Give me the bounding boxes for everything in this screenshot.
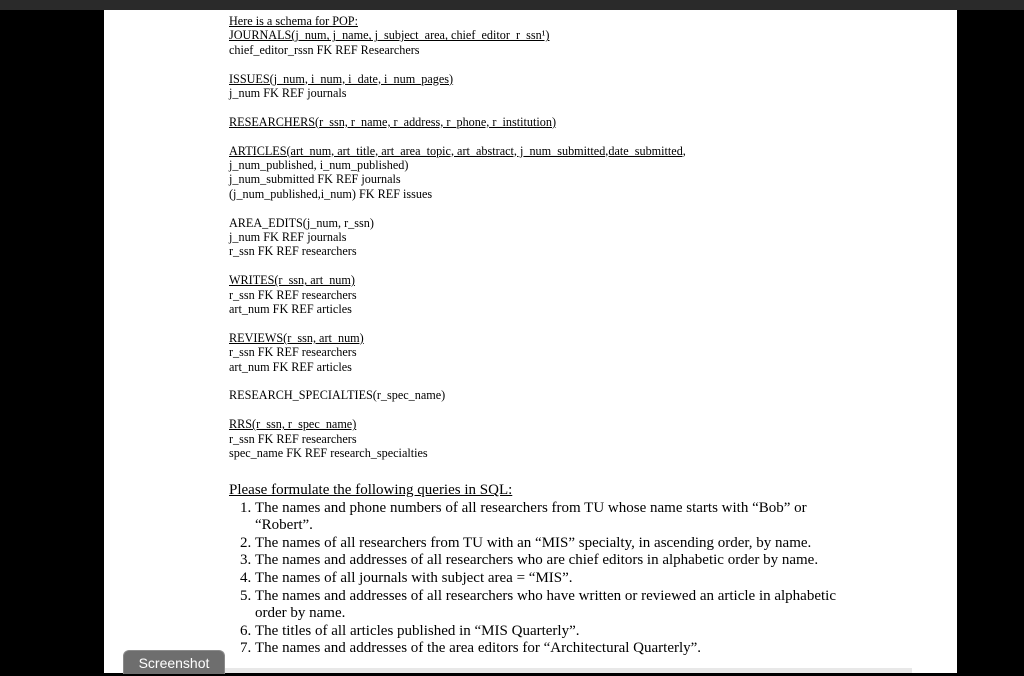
schema-line: art_num FK REF articles: [229, 359, 352, 374]
queries-list: [229, 500, 849, 658]
schema-line: r_ssn FK REF researchers: [229, 431, 357, 446]
schema-line: RRS(r_ssn, r_spec_name): [229, 417, 357, 432]
query-item: 1. The names and phone numbers of all researchers from TU whose name starts with “Bob” or “Robert”.: [255, 500, 849, 535]
schema-line: JOURNALS(j_num, j_name, j_subject_area, chief_editor_r_ssn¹): [229, 28, 550, 43]
schema-line: art_num FK REF articles: [229, 302, 352, 317]
top-bar: [0, 0, 1024, 10]
query-item: 6. The titles of all articles published in “MIS Quarterly”.: [255, 623, 849, 641]
schema-line: REVIEWS(r_ssn, art_num): [229, 330, 364, 345]
query-item: 2. The names of all researchers from TU with an “MIS” specialty, in ascending order, by name.: [255, 535, 849, 553]
query-item: 3. The names and addresses of all researchers who are chief editors in alphabetic order by name.: [255, 552, 849, 570]
schema-line: j_num_published, i_num_published): [229, 158, 409, 173]
schema-line: j_num FK REF journals: [229, 230, 347, 245]
schema-line: spec_name FK REF research_specialties: [229, 446, 428, 461]
right-gutter: [957, 10, 1024, 673]
schema-line: ARTICLES(art_num, art_title, art_area_topic, art_abstract, j_num_submitted,date_submitted,: [229, 143, 686, 158]
schema-line: j_num FK REF journals: [229, 86, 347, 101]
schema-section: [229, 14, 929, 475]
schema-line: (j_num_published,i_num) FK REF issues: [229, 186, 433, 201]
query-item: 7. The names and addresses of the area editors for “Architectural Quarterly”.: [255, 640, 849, 658]
queries-section: [229, 482, 849, 658]
schema-line: r_ssn FK REF researchers: [229, 345, 357, 360]
screenshot-button[interactable]: Screenshot: [123, 650, 225, 674]
schema-line: r_ssn FK REF researchers: [229, 244, 357, 259]
schema-line: r_ssn FK REF researchers: [229, 287, 357, 302]
bottom-strip: [225, 668, 912, 673]
schema-intro: Here is a schema for POP:: [229, 14, 358, 28]
schema-line: RESEARCHERS(r_ssn, r_name, r_address, r_phone, r_institution): [229, 114, 557, 129]
schema-line: WRITES(r_ssn, art_num): [229, 273, 355, 288]
schema-line: RESEARCH_SPECIALTIES(r_spec_name): [229, 388, 446, 403]
schema-line: AREA_EDITS(j_num, r_ssn): [229, 215, 374, 230]
schema-line: chief_editor_rssn FK REF Researchers: [229, 42, 420, 57]
query-item: 4. The names of all journals with subject area = “MIS”.: [255, 570, 849, 588]
document-page: [104, 10, 957, 673]
queries-heading: Please formulate the following queries in SQL:: [229, 482, 513, 498]
schema-line: ISSUES(j_num, i_num, i_date, i_num_pages): [229, 71, 454, 86]
schema-line: j_num_submitted FK REF journals: [229, 172, 401, 187]
query-item: 5. The names and addresses of all researchers who have written or reviewed an article in alphabetic order by name.: [255, 588, 849, 623]
